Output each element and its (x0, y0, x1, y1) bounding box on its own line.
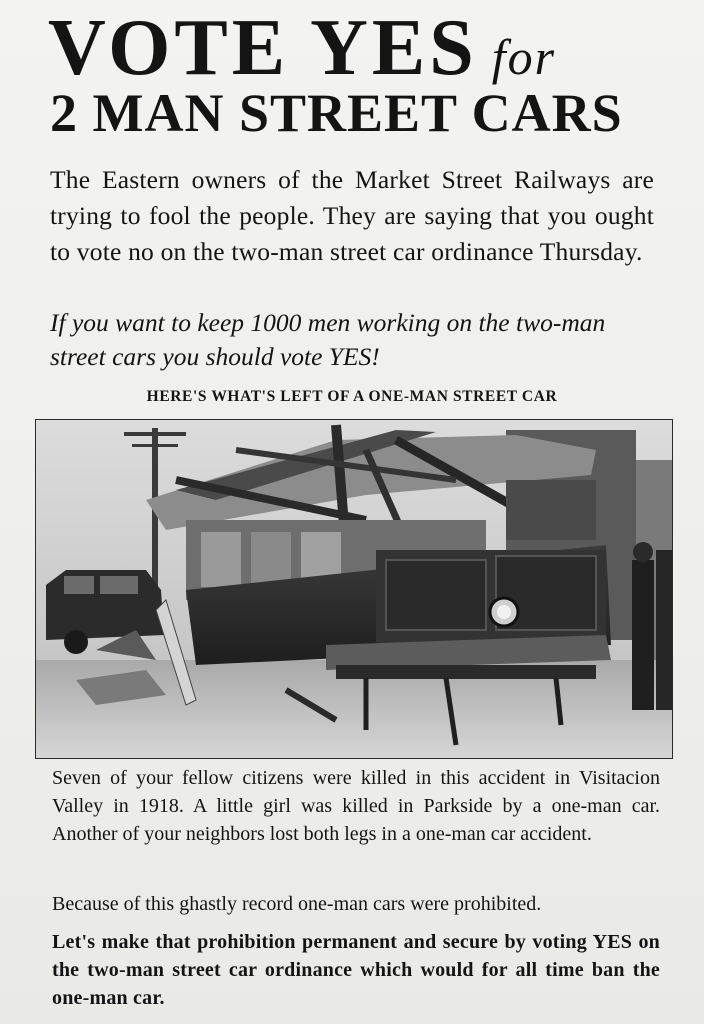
streetcar-wreck-illustration (36, 420, 672, 758)
intro-paragraph: The Eastern owners of the Market Street Railways are trying to fool the people. They are saying that you ought to vote no on the two-man street car ordinance Thursday. (50, 165, 654, 266)
plea-paragraph: If you want to keep 1000 men working on the two-man street cars you should vote YES! (50, 308, 606, 371)
photo-caption: HERE'S WHAT'S LEFT OF A ONE-MAN STREET CAR (146, 388, 558, 405)
headline-line1: VOTE YES (48, 4, 478, 92)
headline-vote-yes (48, 4, 668, 92)
headline-two-man-street-cars: 2 MAN STREET CARS (50, 83, 623, 143)
headline-for: for (491, 29, 557, 85)
closing-paragraph: Let's make that prohibition permanent and secure by voting YES on the two-man street car ordinance which would for all time ban the one-man car. (52, 931, 660, 1009)
wrecked-streetcar-photo (35, 419, 673, 759)
record-paragraph: Because of this ghastly record one-man cars were prohibited. (52, 893, 542, 915)
accident-story-paragraph: Seven of your fellow citizens were killed in this accident in Visitacion Valley in 1918. A little girl was killed in Parkside by a one-man car. Another of your neighbors lost both legs in a one-man car accident. (52, 767, 660, 845)
